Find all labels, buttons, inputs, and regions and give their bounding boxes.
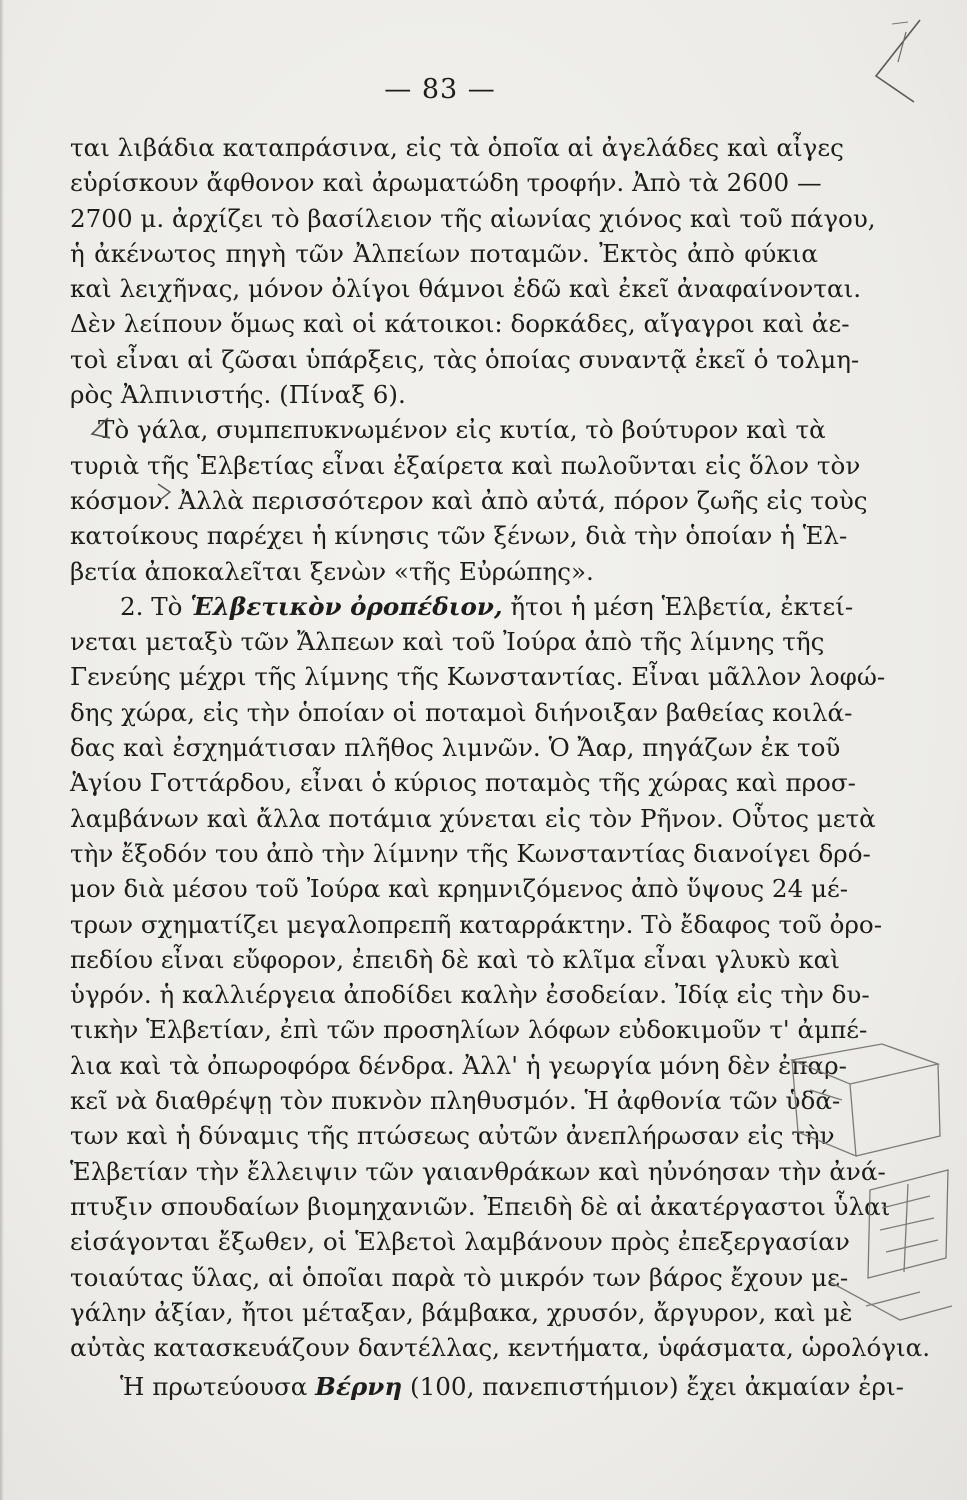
text-line: δης χώρα, εἰς τὴν ὁποίαν οἱ ποταμοὶ διήνοιξαν βαθείας κοιλά- [70,697,853,727]
text-line: νεται μεταξὺ τῶν Ἄλπεων καὶ τοῦ Ἰούρα ἀπὸ τῆς λίμνης τῆς [70,627,825,657]
text-line: καὶ λειχῆνας, μόνον ὀλίγοι θάμνοι ἐδῶ καὶ ἐκεῖ ἀναφαίνονται. [70,274,862,304]
text-line: ὑγρόν. ἡ καλλιέργεια ἀποδίδει καλὴν ἐσοδείαν. Ἰδίᾳ εἰς τὴν δυ- [70,980,870,1010]
text-line: βετία ἀποκαλεῖται ξενὼν «τῆς Εὐρώπης». [70,556,594,586]
text-line: των καὶ ἡ δύναμις τῆς πτώσεως αὐτῶν ἀνεπλήρωσαν εἰς τὴν [70,1121,835,1151]
text-line: Γενεύης μέχρι τῆς λίμνης τῆς Κωνσταντίας. Εἶναι μᾶλλον λοφώ- [70,662,886,692]
text-line: Ἁγίου Γοττάρδου, εἶναι ὁ κύριος ποταμὸς τῆς χώρας καὶ προσ- [70,768,856,798]
text-line: κατοίκους παρέχει ἡ κίνησις τῶν ξένων, διὰ τὴν ὁποίαν ἡ Ἑλ- [70,521,848,551]
text-line: Δὲν λείπουν ὅμως καὶ οἱ κάτοικοι: δορκάδες, αἴγαγροι καὶ ἀε- [70,309,850,339]
section-intro: 2. Τὸ [120,591,191,621]
section-intro-rest: ἤτοι ἡ μέση Ἑλβετία, ἐκτεί- [502,591,854,621]
text-line: εἰσάγονται ἔξωθεν, οἱ Ἑλβετοὶ λαμβάνουν πρὸς ἐπεξεργασίαν [70,1227,850,1257]
capital-intro: Ἡ πρωτεύουσα [120,1372,316,1402]
text-line: ἡ ἀκένωτος πηγὴ τῶν Ἀλπείων ποταμῶν. Ἐκτὸς ἀπὸ φύκια [70,238,818,268]
text-line: κόσμον. Ἀλλὰ περισσότερον καὶ ἀπὸ αὐτά, πόρον ζωῆς εἰς τοὺς [70,485,868,515]
section-heading-line [70,589,854,624]
text-line: εὑρίσκουν ἄφθονον καὶ ἀρωματώδη τροφήν. Ἀπὸ τὰ 2600 — [70,168,822,198]
text-line: τοιαύτας ὕλας, αἱ ὁποῖαι παρὰ τὸ μικρόν των βάρος ἔχουν με- [70,1262,849,1292]
text-line: 2700 μ. ἀρχίζει τὸ βασίλειον τῆς αἰωνίας χιόνος καὶ τοῦ πάγου, [70,203,876,233]
capital-rest: (100, πανεπιστήμιον) ἔχει ἀκμαίαν ἐρι- [402,1372,904,1402]
text-line: ρὸς Ἀλπινιστής. (Πίναξ 6). [70,380,406,410]
text-line: Τὸ γάλα, συμπεπυκνωμένον εἰς κυτία, τὸ βούτυρον καὶ τὰ [98,415,826,445]
pencil-margin-mark-2 [154,480,176,504]
text-line: αὐτὰς κατασκευάζουν δαντέλλας, κεντήματα, ὑφάσματα, ὡρολόγια. [70,1333,931,1363]
text-line: τὴν ἔξοδόν του ἀπὸ τὴν λίμνην τῆς Κωνσταντίας διανοίγει δρό- [70,838,871,868]
text-line: μον διὰ μέσου τοῦ Ἰούρα καὶ κρημνιζόμενος ἀπὸ ὕψους 24 μέ- [70,874,849,904]
last-paragraph-line [70,1369,904,1404]
capital-name: Βέρνη [315,1372,403,1402]
text-line: τυριὰ τῆς Ἑλβετίας εἶναι ἐξαίρετα καὶ πωλοῦνται εἰς ὅλον τὸν [70,450,861,480]
body-text [70,130,931,1405]
page-number: — 83 — [384,74,496,105]
pencil-corner-doodle [862,14,932,104]
text-line: κεῖ νὰ διαθρέψῃ τὸν πυκνὸν πληθυσμόν. Ἡ ἀφθονία τῶν ὑδά- [70,1086,841,1116]
text-line: γάλην ἀξίαν, ἤτοι μέταξαν, βάμβακα, χρυσόν, ἄργυρον, καὶ μὲ [70,1297,853,1327]
text-line: ται λιβάδια καταπράσινα, εἰς τὰ ὁποῖα αἱ ἀγελάδες καὶ αἶγες [70,133,844,162]
pencil-margin-mark [86,414,114,444]
page-edge-shadow [0,0,4,1500]
text-line: τικὴν Ἑλβετίαν, ἐπὶ τῶν προσηλίων λόφων εὐδοκιμοῦν τ' ἀμπέ- [70,1015,868,1045]
text-line: τρων σχηματίζει μεγαλοπρεπῆ καταρράκτην. Τὸ ἔδαφος τοῦ ὀρο- [70,909,883,939]
text-line: λαμβάνων καὶ ἄλλα ποτάμια χύνεται εἰς τὸν Ρῆνον. Οὗτος μετὰ [70,803,876,833]
text-line: λια καὶ τὰ ὀπωροφόρα δένδρα. Ἀλλ' ἡ γεωργία μόνη δὲν ἐπαρ- [70,1050,847,1080]
text-line: πεδίου εἶναι εὔφορον, ἐπειδὴ δὲ καὶ τὸ κλῖμα εἶναι γλυκὺ καὶ [70,944,840,974]
text-line: τοὶ εἶναι αἱ ζῶσαι ὑπάρξεις, τὰς ὁποίας συναντᾷ ἐκεῖ ὁ τολμη- [70,344,860,374]
text-line: δας καὶ ἐσχημάτισαν πλῆθος λιμνῶν. Ὁ Ἄαρ, πηγάζων ἐκ τοῦ [70,733,841,763]
pencil-box-sketch [770,1020,960,1340]
text-line: πτυξιν σπουδαίων βιομηχανιῶν. Ἐπειδὴ δὲ αἱ ἀκατέργαστοι ὗλαι [70,1191,891,1221]
text-line: Ἑλβετίαν τὴν ἔλλειψιν τῶν γαιανθράκων καὶ ηὐνόησαν τὴν ἀνά- [70,1156,886,1186]
section-title: Ἑλβετικὸν ὀροπέδιον, [190,591,503,621]
